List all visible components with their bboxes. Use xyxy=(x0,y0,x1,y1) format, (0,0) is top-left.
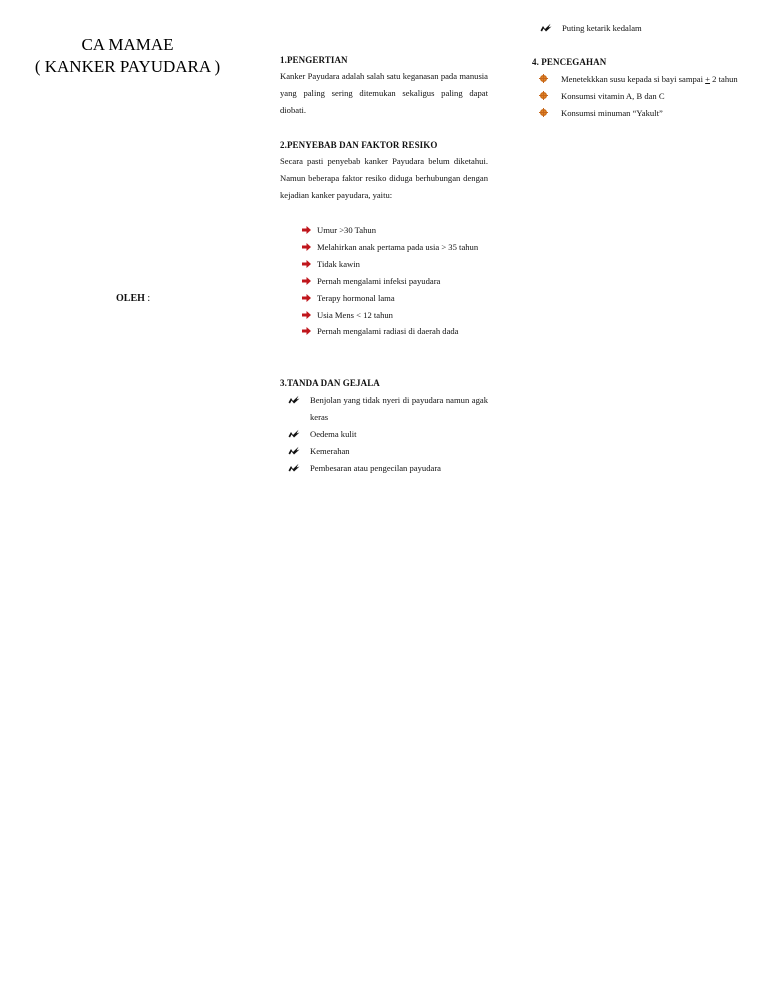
risk-factor-list xyxy=(302,222,488,340)
section4-heading: 4. PENCEGAHAN xyxy=(532,57,607,67)
check-swoosh-icon xyxy=(288,446,300,455)
list-item: Benjolan yang tidak nyeri di payudara namun agak keras xyxy=(288,392,488,426)
section3-heading: 3.TANDA DAN GEJALA xyxy=(280,378,380,388)
doc-title: CA MAMAE xyxy=(81,35,174,54)
oleh-label: OLEH xyxy=(116,293,145,304)
red-arrow-icon xyxy=(302,277,311,285)
red-arrow-icon xyxy=(302,311,311,319)
list-item: Puting ketarik kedalam xyxy=(540,20,740,37)
section2-body: Secara pasti penyebab kanker Payudara belum diketahui. Namun beberapa faktor resiko diduga berhubungan dengan kejadian kanker payudara, yaitu: xyxy=(280,156,488,200)
check-swoosh-icon xyxy=(288,429,300,438)
author-line xyxy=(116,293,150,304)
list-item: Konsumsi vitamin A, B dan C xyxy=(540,88,742,105)
red-arrow-icon xyxy=(302,294,311,302)
list-item: Usia Mens < 12 tahun xyxy=(302,307,488,324)
list-item: Melahirkan anak pertama pada usia > 35 tahun xyxy=(302,239,488,256)
oleh-colon: : xyxy=(144,293,151,304)
list-item: Pernah mengalami radiasi di daerah dada xyxy=(302,323,488,340)
list-item: Pembesaran atau pengecilan payudara xyxy=(288,460,488,477)
orange-star-icon xyxy=(540,109,547,116)
list-item: Menetekkkan susu kepada si bayi sampai + 2 tahun xyxy=(540,71,742,88)
list-item: Umur >30 Tahun xyxy=(302,222,488,239)
orange-star-icon xyxy=(540,92,547,99)
check-swoosh-icon xyxy=(540,23,552,32)
list-item: Terapy hormonal lama xyxy=(302,290,488,307)
symptom-list-continued xyxy=(540,20,740,37)
check-swoosh-icon xyxy=(288,463,300,472)
symptom-list xyxy=(288,392,488,477)
section1-body: Kanker Payudara adalah salah satu keganasan pada manusia yang paling sering ditemukan sekaligus paling dapat diobati. xyxy=(280,71,488,115)
list-item: Pernah mengalami infeksi payudara xyxy=(302,273,488,290)
plus-minus-sign: + xyxy=(705,74,711,84)
list-item: Kemerahan xyxy=(288,443,488,460)
red-arrow-icon xyxy=(302,260,311,268)
section1-heading: 1.PENGERTIAN xyxy=(280,55,348,65)
red-arrow-icon xyxy=(302,243,311,251)
red-arrow-icon xyxy=(302,327,311,335)
doc-subtitle: ( KANKER PAYUDARA ) xyxy=(34,57,221,76)
list-item: Oedema kulit xyxy=(288,426,488,443)
orange-star-icon xyxy=(540,75,547,82)
section2-heading: 2.PENYEBAB DAN FAKTOR RESIKO xyxy=(280,140,438,150)
list-item: Tidak kawin xyxy=(302,256,488,273)
list-item: Konsumsi minuman “Yakult” xyxy=(540,105,742,122)
red-arrow-icon xyxy=(302,226,311,234)
check-swoosh-icon xyxy=(288,395,300,404)
prevention-list xyxy=(540,71,742,122)
